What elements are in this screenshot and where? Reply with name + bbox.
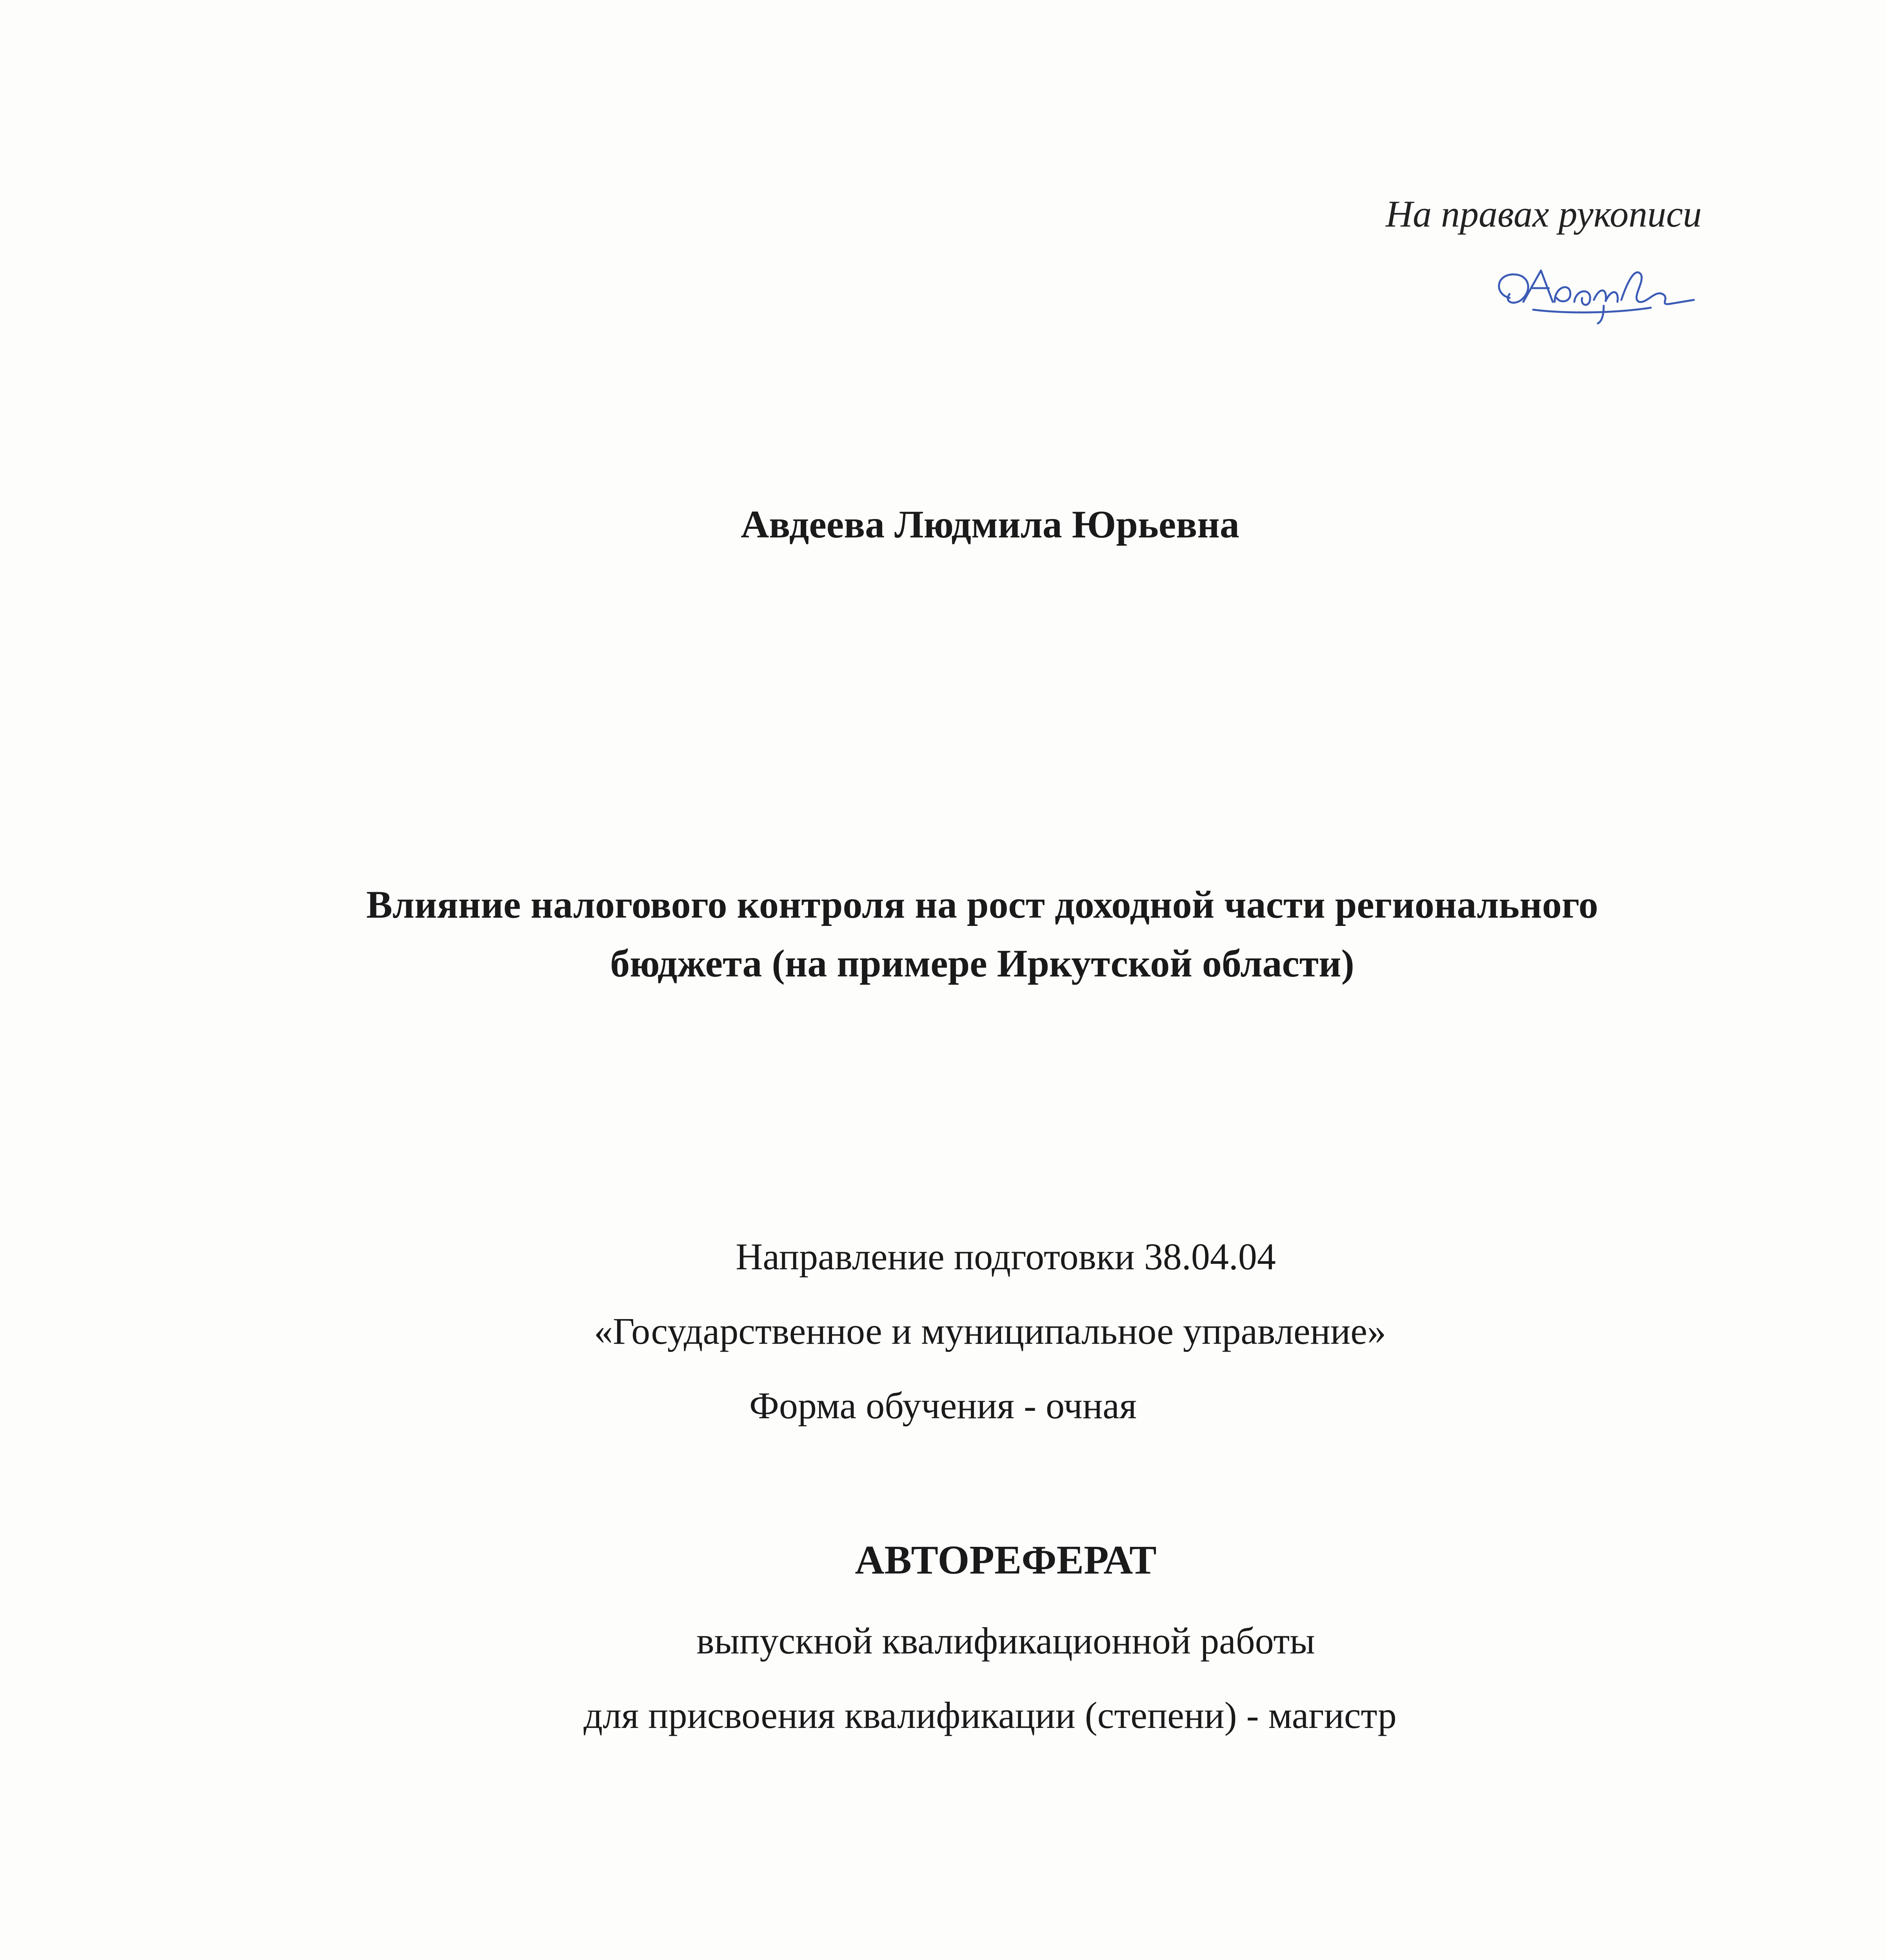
program-specialty: «Государственное и муниципальное управление»: [594, 1310, 1386, 1352]
author-name: Авдеева Людмила Юрьевна: [741, 503, 1239, 546]
study-form: Форма обучения - очная: [749, 1385, 1137, 1426]
signature: [1486, 251, 1706, 329]
thesis-title-line-1: Влияние налогового контроля на рост доходной части регионального: [366, 883, 1598, 926]
abstract-subtitle-line-2: для присвоения квалификации (степени) - магистр: [583, 1694, 1397, 1736]
thesis-title-line-2: бюджета (на примере Иркутской области): [610, 942, 1354, 985]
abstract-heading: АВТОРЕФЕРАТ: [855, 1537, 1157, 1583]
manuscript-note: На правах рукописи: [1385, 193, 1702, 235]
abstract-subtitle-line-1: выпускной квалификационной работы: [696, 1620, 1315, 1662]
program-direction: Направление подготовки 38.04.04: [736, 1236, 1276, 1278]
